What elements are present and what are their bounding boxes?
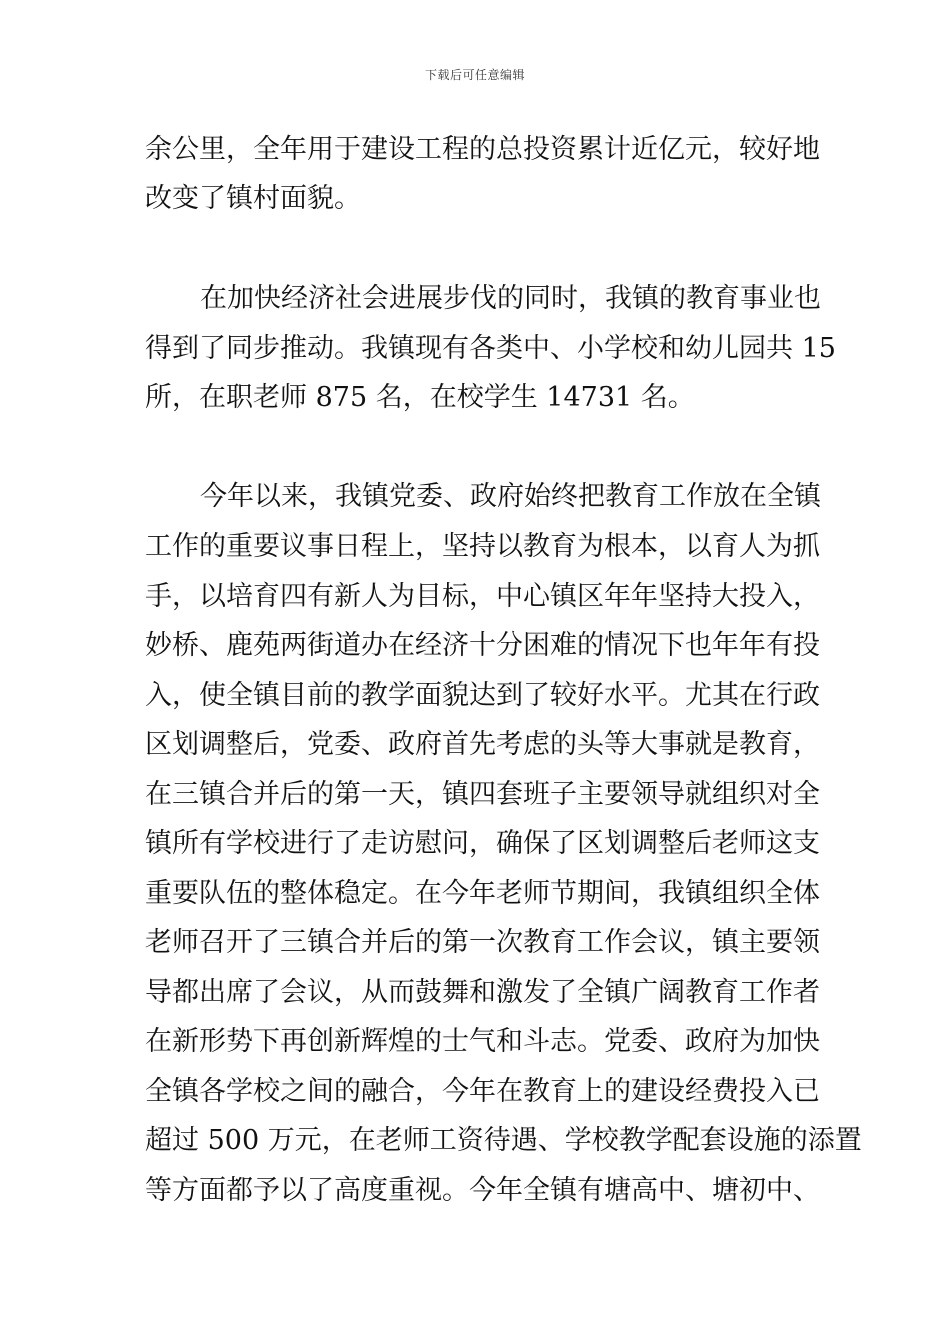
paragraph-2-line-1: 在加快经济社会进展步伐的同时，我镇的教育事业也	[200, 283, 821, 314]
paragraph-3-line-4: 妙桥、鹿苑两街道办在经济十分困难的情况下也年年有投	[145, 630, 820, 661]
paragraph-3-line-13: 全镇各学校之间的融合，今年在教育上的建设经费投入已	[145, 1076, 820, 1107]
paragraph-3-line-12: 在新形势下再创新辉煌的士气和斗志。党委、政府为加快	[145, 1026, 820, 1057]
paragraph-1-line-1: 余公里，全年用于建设工程的总投资累计近亿元，较好地	[145, 134, 820, 165]
paragraph-1-line-2: 改变了镇村面貌。	[145, 183, 361, 214]
paragraph-3-line-1: 今年以来，我镇党委、政府始终把教育工作放在全镇	[200, 481, 821, 512]
paragraph-3-line-2: 工作的重要议事日程上，坚持以教育为根本，以育人为抓	[145, 531, 820, 562]
paragraph-3-line-8: 镇所有学校进行了走访慰问，确保了区划调整后老师这支	[145, 828, 820, 859]
paragraph-3-line-9: 重要队伍的整体稳定。在今年老师节期间，我镇组织全体	[145, 878, 820, 909]
paragraph-2-line-2: 得到了同步推动。我镇现有各类中、小学校和幼儿园共 15	[145, 333, 836, 364]
paragraph-3-line-14: 超过 500 万元，在老师工资待遇、学校教学配套设施的添置	[145, 1125, 862, 1156]
paragraph-3-line-15: 等方面都予以了高度重视。今年全镇有塘高中、塘初中、	[145, 1175, 820, 1206]
paragraph-3-line-6: 区划调整后，党委、政府首先考虑的头等大事就是教育，	[145, 729, 820, 760]
paragraph-2-line-3: 所，在职老师 875 名，在校学生 14731 名。	[145, 382, 695, 413]
paragraph-3-line-7: 在三镇合并后的第一天，镇四套班子主要领导就组织对全	[145, 779, 820, 810]
page-header: 下载后可任意编辑	[424, 68, 525, 82]
paragraph-3-line-3: 手，以培育四有新人为目标，中心镇区年年坚持大投入，	[145, 581, 820, 612]
paragraph-3-line-10: 老师召开了三镇合并后的第一次教育工作会议，镇主要领	[145, 927, 820, 958]
paragraph-3-line-5: 入，使全镇目前的教学面貌达到了较好水平。尤其在行政	[145, 680, 820, 711]
paragraph-3-line-11: 导都出席了会议，从而鼓舞和激发了全镇广阔教育工作者	[145, 977, 820, 1008]
